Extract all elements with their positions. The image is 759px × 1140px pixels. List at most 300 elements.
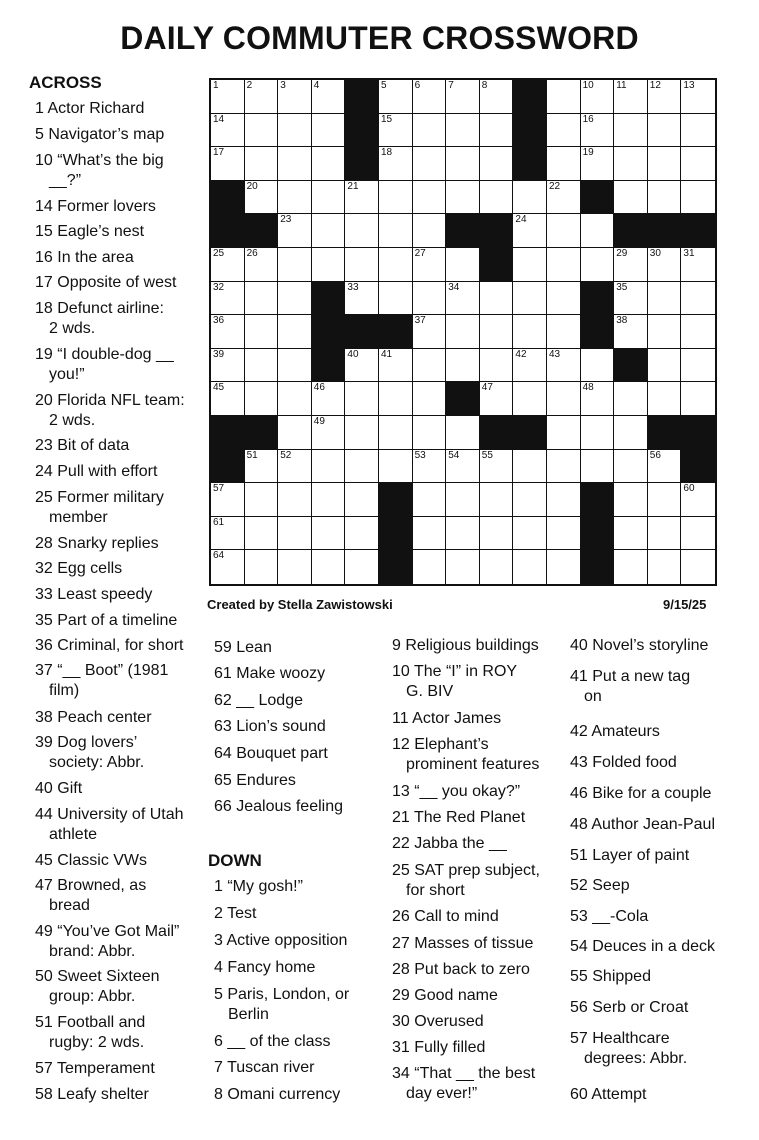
- grid-cell[interactable]: [547, 450, 581, 484]
- grid-cell[interactable]: [614, 416, 648, 450]
- grid-cell[interactable]: [547, 282, 581, 316]
- clue-line: [214, 1085, 340, 1105]
- grid-cell[interactable]: [480, 483, 514, 517]
- black-square: [480, 416, 514, 450]
- clue-number: 45: [35, 852, 58, 869]
- clue-number: 58: [35, 1086, 58, 1103]
- grid-cell[interactable]: [312, 517, 346, 551]
- grid-cell[interactable]: [245, 550, 279, 584]
- grid-cell[interactable]: [681, 147, 715, 181]
- grid-cell[interactable]: [480, 450, 514, 484]
- grid-cell[interactable]: [480, 147, 514, 181]
- grid-cell[interactable]: [581, 382, 615, 416]
- grid-cell[interactable]: [513, 349, 547, 383]
- black-square: [312, 349, 346, 383]
- grid-cell[interactable]: [379, 382, 413, 416]
- grid-cell[interactable]: [446, 483, 480, 517]
- clue-text: Healthcare: [592, 1030, 670, 1047]
- grid-cell[interactable]: [513, 315, 547, 349]
- grid-cell[interactable]: [681, 349, 715, 383]
- grid-cell[interactable]: [614, 517, 648, 551]
- grid-cell[interactable]: [614, 315, 648, 349]
- grid-cell[interactable]: [312, 382, 346, 416]
- grid-cell[interactable]: [581, 214, 615, 248]
- grid-cell[interactable]: [245, 114, 279, 148]
- cell-number: 39: [213, 348, 225, 360]
- grid-cell[interactable]: [211, 114, 245, 148]
- grid-cell[interactable]: [312, 214, 346, 248]
- grid-cell[interactable]: [211, 147, 245, 181]
- grid-cell[interactable]: [278, 450, 312, 484]
- cell-number: 21: [347, 180, 359, 192]
- grid-cell[interactable]: [413, 483, 447, 517]
- cell-number: 48: [582, 382, 594, 394]
- grid-cell[interactable]: [648, 349, 682, 383]
- grid-cell[interactable]: [614, 248, 648, 282]
- clue-line: [35, 876, 146, 896]
- grid-cell[interactable]: [513, 248, 547, 282]
- clue-number: 27: [392, 935, 415, 952]
- black-square: [480, 248, 514, 282]
- clue-text: Temperament: [56, 1060, 155, 1077]
- clue-line: [570, 998, 688, 1018]
- grid-cell[interactable]: [547, 114, 581, 148]
- clue-text: Good name: [414, 987, 498, 1004]
- grid-cell[interactable]: [413, 80, 447, 114]
- clue-line: [392, 834, 507, 854]
- grid-cell[interactable]: [648, 80, 682, 114]
- grid-cell[interactable]: [379, 147, 413, 181]
- clue-text: Religious buildings: [405, 637, 539, 654]
- grid-cell[interactable]: [245, 80, 279, 114]
- grid-cell[interactable]: [345, 214, 379, 248]
- grid-cell[interactable]: [681, 483, 715, 517]
- grid-cell[interactable]: [345, 517, 379, 551]
- black-square: [581, 517, 615, 551]
- grid-cell[interactable]: [345, 483, 379, 517]
- grid-cell[interactable]: [547, 147, 581, 181]
- grid-cell[interactable]: [278, 248, 312, 282]
- grid-cell[interactable]: [379, 214, 413, 248]
- clue-line: [392, 709, 501, 729]
- grid-cell[interactable]: [581, 450, 615, 484]
- down-clue: [214, 904, 256, 924]
- cell-number: 30: [649, 248, 661, 259]
- grid-cell[interactable]: [681, 114, 715, 148]
- grid-cell[interactable]: [513, 382, 547, 416]
- grid-cell[interactable]: [446, 114, 480, 148]
- grid-cell[interactable]: [513, 517, 547, 551]
- grid-cell[interactable]: [547, 416, 581, 450]
- grid-cell[interactable]: [312, 114, 346, 148]
- clue-text: Classic VWs: [57, 852, 148, 869]
- grid-cell[interactable]: [513, 450, 547, 484]
- grid-cell[interactable]: [446, 349, 480, 383]
- grid-cell[interactable]: [278, 80, 312, 114]
- black-square: [379, 550, 413, 584]
- clue-text: Browned, as: [57, 877, 147, 894]
- grid-cell[interactable]: [345, 349, 379, 383]
- grid-cell[interactable]: [413, 114, 447, 148]
- grid-cell[interactable]: [681, 550, 715, 584]
- clue-line: [214, 958, 315, 978]
- cell-number: 3: [280, 80, 286, 91]
- grid-cell[interactable]: [413, 416, 447, 450]
- clue-number: 46: [570, 785, 593, 802]
- puzzle-title: DAILY COMMUTER CROSSWORD: [120, 20, 639, 56]
- grid-cell[interactable]: [446, 147, 480, 181]
- clue-line: [214, 744, 328, 764]
- grid-cell[interactable]: [480, 282, 514, 316]
- black-square: [648, 416, 682, 450]
- grid-cell[interactable]: [413, 550, 447, 584]
- grid-cell[interactable]: [345, 248, 379, 282]
- grid-cell[interactable]: [614, 550, 648, 584]
- grid-cell[interactable]: [379, 416, 413, 450]
- grid-cell[interactable]: [614, 114, 648, 148]
- clue-line: [35, 733, 144, 753]
- grid-cell[interactable]: [379, 181, 413, 215]
- grid-cell[interactable]: [211, 282, 245, 316]
- grid-cell[interactable]: [345, 450, 379, 484]
- grid-cell[interactable]: [278, 550, 312, 584]
- grid-cell[interactable]: [513, 550, 547, 584]
- grid-cell[interactable]: [245, 282, 279, 316]
- across-clue: [35, 299, 164, 339]
- grid-cell[interactable]: [413, 181, 447, 215]
- grid-cell[interactable]: [648, 550, 682, 584]
- grid-cell[interactable]: [379, 114, 413, 148]
- grid-cell[interactable]: [681, 181, 715, 215]
- clue-text: Seep: [592, 877, 630, 894]
- grid-cell[interactable]: [513, 282, 547, 316]
- clue-text: Actor Richard: [47, 100, 145, 117]
- clue-line: [214, 797, 343, 817]
- grid-cell[interactable]: [379, 349, 413, 383]
- black-square: [614, 214, 648, 248]
- grid-cell[interactable]: [547, 315, 581, 349]
- grid-cell[interactable]: [312, 147, 346, 181]
- grid-cell[interactable]: [413, 517, 447, 551]
- grid-cell[interactable]: [278, 483, 312, 517]
- clue-line: bread: [49, 897, 90, 914]
- cell-number: 55: [481, 449, 493, 461]
- clue-line: [392, 782, 520, 802]
- clue-text: Football and: [57, 1014, 146, 1031]
- cell-number: 12: [649, 80, 661, 91]
- grid-cell[interactable]: [245, 450, 279, 484]
- clue-line: [570, 1029, 687, 1049]
- grid-cell[interactable]: [446, 282, 480, 316]
- across-clue: [35, 1059, 155, 1079]
- across-clue: [214, 717, 326, 737]
- grid-cell[interactable]: [480, 382, 514, 416]
- grid-cell[interactable]: [581, 248, 615, 282]
- down-clue: [570, 722, 660, 742]
- clue-line: [35, 273, 176, 293]
- grid-cell[interactable]: [547, 483, 581, 517]
- grid-cell[interactable]: [312, 80, 346, 114]
- across-clue: [214, 744, 328, 764]
- grid-cell[interactable]: [413, 450, 447, 484]
- grid-cell[interactable]: [446, 315, 480, 349]
- grid-cell[interactable]: [648, 450, 682, 484]
- grid-cell[interactable]: [446, 248, 480, 282]
- across-clue: [214, 797, 343, 817]
- clue-number: 25: [35, 489, 58, 506]
- grid-cell[interactable]: [211, 483, 245, 517]
- grid-cell[interactable]: [581, 80, 615, 114]
- grid-cell[interactable]: [278, 147, 312, 181]
- cell-number: 45: [213, 382, 225, 394]
- clue-number: 50: [35, 968, 58, 985]
- grid-cell[interactable]: [278, 214, 312, 248]
- grid-cell[interactable]: [648, 248, 682, 282]
- grid-cell[interactable]: [581, 416, 615, 450]
- grid-cell[interactable]: [614, 483, 648, 517]
- grid-cell[interactable]: [413, 147, 447, 181]
- across-clue: [214, 664, 325, 684]
- grid-cell[interactable]: [379, 450, 413, 484]
- grid-cell[interactable]: [513, 214, 547, 248]
- grid-cell[interactable]: [211, 550, 245, 584]
- grid-cell[interactable]: [379, 282, 413, 316]
- clue-text: Defunct airline:: [57, 300, 164, 317]
- down-clue: [392, 1064, 535, 1104]
- grid-cell[interactable]: [245, 248, 279, 282]
- clue-text: Leafy shelter: [57, 1086, 149, 1103]
- grid-cell[interactable]: [278, 114, 312, 148]
- grid-cell[interactable]: [648, 114, 682, 148]
- grid-cell[interactable]: [446, 80, 480, 114]
- down-clue: [570, 998, 688, 1018]
- clue-text: Overused: [414, 1013, 484, 1030]
- grid-cell[interactable]: [345, 550, 379, 584]
- clue-number: 57: [570, 1030, 593, 1047]
- across-clue: [35, 1085, 149, 1105]
- down-clue: [570, 815, 715, 835]
- grid-cell[interactable]: [245, 315, 279, 349]
- clue-line: [392, 808, 525, 828]
- grid-cell[interactable]: [312, 416, 346, 450]
- grid-cell[interactable]: [446, 550, 480, 584]
- grid-cell[interactable]: [480, 114, 514, 148]
- clue-line: you!”: [49, 366, 85, 383]
- clue-line: [214, 691, 303, 711]
- grid-cell[interactable]: [681, 80, 715, 114]
- grid-cell[interactable]: [312, 248, 346, 282]
- clue-number: 48: [570, 816, 592, 833]
- grid-cell[interactable]: [413, 214, 447, 248]
- clue-number: 52: [570, 877, 593, 894]
- grid-cell[interactable]: [648, 517, 682, 551]
- grid-cell[interactable]: [312, 450, 346, 484]
- grid-cell[interactable]: [480, 80, 514, 114]
- grid-cell[interactable]: [547, 248, 581, 282]
- grid-cell[interactable]: [480, 349, 514, 383]
- grid-cell[interactable]: [581, 114, 615, 148]
- grid-cell[interactable]: [312, 483, 346, 517]
- grid-cell[interactable]: [278, 517, 312, 551]
- down-clue: [392, 986, 498, 1006]
- grid-cell[interactable]: [648, 147, 682, 181]
- clue-text: Tuscan river: [227, 1059, 315, 1076]
- grid-cell[interactable]: [446, 450, 480, 484]
- clue-text: “__ Boot” (1981: [57, 662, 169, 679]
- clue-line: [35, 99, 144, 119]
- grid-cell[interactable]: [614, 450, 648, 484]
- grid-cell[interactable]: [648, 382, 682, 416]
- clue-line: [214, 985, 349, 1005]
- black-square: [581, 483, 615, 517]
- grid-cell[interactable]: [547, 550, 581, 584]
- grid-cell[interactable]: [345, 416, 379, 450]
- grid-cell[interactable]: [648, 315, 682, 349]
- grid-cell[interactable]: [413, 349, 447, 383]
- clue-number: 29: [392, 987, 415, 1004]
- grid-cell[interactable]: [413, 315, 447, 349]
- clue-line: [214, 638, 272, 658]
- across-clue: [35, 733, 144, 773]
- clue-line: [35, 805, 184, 825]
- grid-cell[interactable]: [312, 550, 346, 584]
- clue-line: [570, 667, 690, 687]
- clue-number: 25: [392, 862, 415, 879]
- down-clue: [570, 967, 651, 987]
- grid-cell[interactable]: [379, 248, 413, 282]
- grid-cell[interactable]: [547, 181, 581, 215]
- grid-cell[interactable]: [278, 282, 312, 316]
- clue-line: [35, 559, 122, 579]
- crossword-grid[interactable]: [209, 78, 717, 586]
- grid-cell[interactable]: [513, 181, 547, 215]
- down-clue: [570, 784, 711, 804]
- grid-cell[interactable]: [581, 349, 615, 383]
- grid-cell[interactable]: [211, 517, 245, 551]
- grid-cell[interactable]: [245, 181, 279, 215]
- grid-cell[interactable]: [648, 282, 682, 316]
- grid-cell[interactable]: [581, 147, 615, 181]
- grid-cell[interactable]: [345, 181, 379, 215]
- cell-number: 6: [414, 80, 421, 91]
- grid-cell[interactable]: [278, 382, 312, 416]
- grid-cell[interactable]: [681, 315, 715, 349]
- grid-cell[interactable]: [681, 517, 715, 551]
- clue-text: Deuces in a deck: [592, 938, 715, 955]
- down-clue: [392, 861, 540, 901]
- across-clue: [35, 851, 147, 871]
- grid-cell[interactable]: [446, 181, 480, 215]
- grid-cell[interactable]: [278, 349, 312, 383]
- grid-cell[interactable]: [413, 282, 447, 316]
- grid-cell[interactable]: [547, 517, 581, 551]
- black-square: [345, 147, 379, 181]
- grid-cell[interactable]: [480, 181, 514, 215]
- grid-cell[interactable]: [547, 382, 581, 416]
- black-square: [513, 147, 547, 181]
- black-square: [581, 181, 615, 215]
- grid-cell[interactable]: [547, 349, 581, 383]
- grid-cell[interactable]: [245, 382, 279, 416]
- black-square: [614, 349, 648, 383]
- black-square: [211, 416, 245, 450]
- clue-line: [392, 1038, 485, 1058]
- across-clue: [35, 876, 146, 916]
- grid-cell[interactable]: [413, 382, 447, 416]
- grid-cell[interactable]: [312, 181, 346, 215]
- clue-text: Put back to zero: [414, 961, 530, 978]
- clue-line: on: [584, 688, 602, 705]
- grid-cell[interactable]: [681, 382, 715, 416]
- down-clue: [570, 636, 708, 656]
- across-heading: ACROSS: [29, 73, 102, 92]
- black-square: [345, 80, 379, 114]
- grid-cell[interactable]: [245, 517, 279, 551]
- cell-number: 29: [616, 248, 628, 259]
- across-clue: [35, 462, 157, 482]
- grid-cell[interactable]: [614, 382, 648, 416]
- grid-cell[interactable]: [245, 147, 279, 181]
- clue-text: Serb or Croat: [592, 999, 689, 1016]
- grid-cell[interactable]: [513, 483, 547, 517]
- grid-cell[interactable]: [681, 248, 715, 282]
- grid-cell[interactable]: [211, 248, 245, 282]
- grid-cell[interactable]: [648, 483, 682, 517]
- clue-line: [35, 299, 164, 319]
- grid-cell[interactable]: [278, 315, 312, 349]
- grid-cell[interactable]: [211, 80, 245, 114]
- grid-cell[interactable]: [211, 315, 245, 349]
- grid-cell[interactable]: [547, 214, 581, 248]
- grid-cell[interactable]: [648, 181, 682, 215]
- grid-cell[interactable]: [614, 181, 648, 215]
- grid-cell[interactable]: [480, 315, 514, 349]
- grid-cell[interactable]: [278, 181, 312, 215]
- clue-text: __ of the class: [227, 1033, 331, 1050]
- grid-cell[interactable]: [480, 550, 514, 584]
- grid-cell[interactable]: [211, 349, 245, 383]
- clue-line: [35, 636, 184, 656]
- grid-cell[interactable]: [345, 282, 379, 316]
- grid-cell[interactable]: [245, 349, 279, 383]
- grid-cell[interactable]: [446, 517, 480, 551]
- grid-cell[interactable]: [345, 382, 379, 416]
- grid-cell[interactable]: [614, 282, 648, 316]
- clue-number: 32: [35, 560, 58, 577]
- grid-cell[interactable]: [413, 248, 447, 282]
- grid-cell[interactable]: [446, 416, 480, 450]
- grid-cell[interactable]: [614, 147, 648, 181]
- grid-cell[interactable]: [379, 80, 413, 114]
- grid-cell[interactable]: [480, 517, 514, 551]
- grid-cell[interactable]: [245, 483, 279, 517]
- grid-cell[interactable]: [614, 80, 648, 114]
- clue-line: [570, 907, 648, 927]
- cell-number: 53: [414, 449, 426, 461]
- clue-number: 35: [35, 612, 58, 629]
- down-clue: [392, 735, 539, 775]
- grid-cell[interactable]: [547, 80, 581, 114]
- down-clue: [392, 808, 525, 828]
- grid-cell[interactable]: [681, 282, 715, 316]
- cell-number: 46: [313, 382, 325, 394]
- clue-line: 2 wds.: [49, 320, 96, 337]
- grid-cell[interactable]: [211, 382, 245, 416]
- across-clue: [35, 151, 164, 191]
- clue-line: [214, 904, 256, 924]
- clue-number: 9: [392, 637, 406, 654]
- grid-cell[interactable]: [278, 416, 312, 450]
